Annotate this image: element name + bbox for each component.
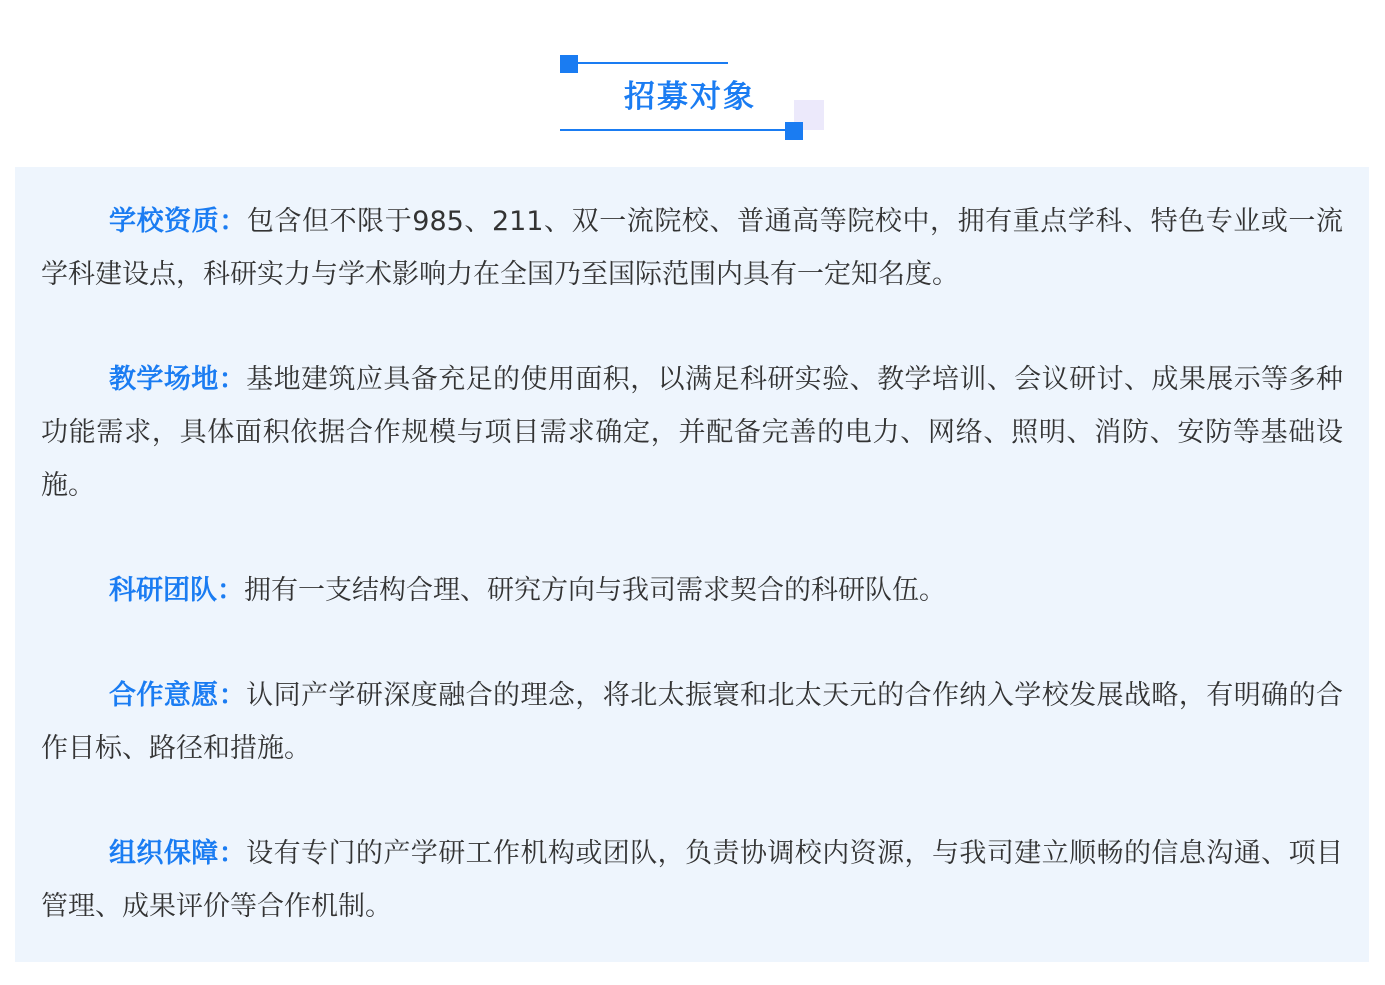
requirement-text: 基地建筑应具备充足的使用面积，以满足科研实验、教学培训、会议研讨、成果展示等多种功能需求，具体面积依据合作规模与项目需求确定，并配备完善的电力、网络、照明、消防、安防等基础设施。	[41, 364, 1344, 501]
requirement-label: 学校资质：	[109, 206, 247, 237]
requirement-label: 合作意愿：	[109, 680, 247, 711]
requirement-text: 拥有一支结构合理、研究方向与我司需求契合的科研队伍。	[244, 575, 946, 606]
title-decor-line-bottom	[560, 129, 792, 131]
requirements-list	[41, 195, 1343, 985]
title-decor-line-top	[570, 62, 728, 64]
requirement-text: 包含但不限于985、211、双一流院校、普通高等院校中，拥有重点学科、特色专业或一流学科建设点，科研实力与学术影响力在全国乃至国际范围内具有一定知名度。	[41, 206, 1344, 290]
requirement-item-organizational-guarantee	[41, 827, 1343, 933]
requirement-item-teaching-venue	[41, 353, 1343, 512]
requirement-item-school-qualification	[41, 195, 1343, 301]
requirement-text: 认同产学研深度融合的理念，将北太振寰和北太天元的合作纳入学校发展战略，有明确的合作目标、路径和措施。	[41, 680, 1344, 764]
section-title-block	[558, 52, 828, 142]
requirement-text: 设有专门的产学研工作机构或团队，负责协调校内资源，与我司建立顺畅的信息沟通、项目管理、成果评价等合作机制。	[41, 838, 1344, 922]
requirement-item-research-team	[41, 564, 1343, 617]
requirement-label: 教学场地：	[109, 364, 247, 395]
title-decor-square-bottom	[785, 122, 803, 140]
requirement-label: 组织保障：	[109, 838, 247, 869]
section-title: 招募对象	[624, 79, 756, 115]
requirement-item-cooperation-willingness	[41, 669, 1343, 775]
title-decor-square-top	[560, 55, 578, 73]
requirement-label: 科研团队：	[109, 575, 244, 606]
content-panel	[15, 167, 1369, 962]
